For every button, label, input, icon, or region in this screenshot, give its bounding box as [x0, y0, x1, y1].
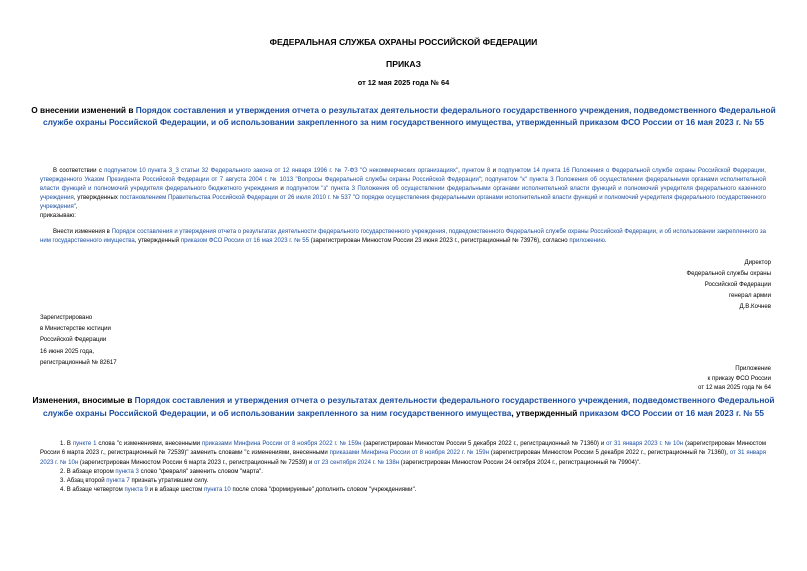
change-3-text-2: признать утратившим силу.	[129, 478, 209, 485]
appendix-header-line-2: к приказу ФСО России	[707, 374, 771, 382]
signature-position-2: Федеральной службы охраны	[686, 270, 771, 278]
preamble-text-7: ,	[75, 203, 78, 210]
minfin-138n-link[interactable]: от 23 сентября 2024 г. № 138н	[313, 459, 400, 466]
preamble-text-4: ;	[481, 176, 486, 183]
signature-block	[686, 257, 771, 312]
preamble-text-1: В соответствии с	[53, 168, 105, 174]
change-1-text-4: (зарегистрирован Минюстом России 6 марта 2023 г., регистрационный № 72539)" заменить словами "с изменениями, внесенными	[40, 441, 766, 457]
clause-procedure-link[interactable]: Порядок составления и утверждения отчета о результатах деятельности федерального государственного учреждения, подведомственного Федеральной службе охраны Российской Федерации, и об использовании закрепленного за ним государственного имущества	[40, 229, 766, 244]
minfin-10n-link-2[interactable]: от 31 января 2023 г. № 10н	[40, 450, 767, 466]
order-date-number: от 12 мая 2025 года № 64	[357, 78, 450, 87]
law-7fz-link[interactable]: подпунктом 10 пункта 3_3 статьи 32 Федерального закона от 12 января 1996 г. № 7-ФЗ "О некоммерческих организациях"	[104, 168, 459, 174]
point-1-link[interactable]: пункте 1	[72, 441, 97, 447]
change-1-text-2: слова "с изменениями, внесенными	[96, 441, 202, 447]
subpoint-z-link[interactable]: подпунктом "з" пункта 3 Положения об осуществлении федеральными органами исполнительной власти функций и полномочий учредителя федерального казенного учреждения	[40, 185, 766, 201]
registration-line-4: 16 июня 2025 года,	[40, 347, 95, 355]
title-procedure-link[interactable]: Порядок составления и утверждения отчета о результатах деятельности федерального государственного учреждения, подведомственного Федеральной службе охраны Российской Федерации, и об использовании закрепленного за ним государственного имущества, утвержденный приказом ФСО России от 16 мая 2023 г. № 55	[43, 105, 776, 128]
preamble-text-2: ,	[458, 168, 463, 174]
minfin-159n-link-2[interactable]: приказами Минфина России от 8 ноября 2022 г. № 159н	[329, 450, 489, 457]
clause-text-3: (зарегистрирован Минюстом России 23 июня 2023 г., регистрационный № 73976), согласно	[309, 237, 570, 244]
clause-paragraph	[40, 228, 766, 246]
change-4-text-3: после слова "формируемые" дополнить словом "учреждениями".	[230, 487, 417, 494]
appendix-header-line-3: от 12 мая 2025 года № 64	[697, 384, 771, 392]
appendix-title-mid: , утвержденный	[511, 407, 580, 418]
decree-1013-link[interactable]: подпунктом 14 пункта 16 Положения о Федеральной службе охраны Российской Федерации, утвержденного Указом Президента Российской Федерации от 7 августа 2004 г. № 1013 "Вопросы Федеральной службы охраны Российской Федерации"	[40, 168, 766, 183]
change-3-text-1: 3. Абзац второй	[60, 478, 107, 485]
minfin-159n-link[interactable]: приказами Минфина России от 8 ноября 2022 г. № 159н	[202, 441, 362, 447]
document-type: ПРИКАЗ	[386, 59, 421, 69]
change-item-4	[40, 486, 766, 495]
signature-position-1: Директор	[744, 259, 771, 266]
appendix-title	[30, 394, 777, 419]
clause-text-2: , утвержденный	[134, 237, 181, 244]
signature-name: Д.В.Кочнев	[739, 303, 771, 311]
change-4-text-1: 4. В абзаце четвертом	[60, 487, 125, 494]
change-1-text-3: (зарегистрирован Минюстом России 5 декабря 2022 г., регистрационный № 71360) и	[361, 441, 607, 447]
change-item-2	[40, 468, 766, 477]
registration-line-5: регистрационный № 82617	[40, 358, 117, 366]
clause-text-1: Внести изменения в	[53, 229, 112, 235]
signature-rank: генерал армии	[728, 292, 771, 300]
point-8-link[interactable]: пунктом 8	[462, 168, 491, 174]
preamble-text-3: и	[490, 168, 499, 174]
change-4-text-2: и в абзаце шестом	[147, 487, 204, 494]
preamble-paragraph	[40, 167, 766, 220]
change-1-text-7: (зарегистрирован Минюстом России 24 октября 2024 г., регистрационный № 79904)".	[399, 459, 641, 466]
change-item-1	[40, 440, 766, 468]
agency-name: ФЕДЕРАЛЬНАЯ СЛУЖБА ОХРАНЫ РОССИЙСКОЙ ФЕДЕРАЦИИ	[269, 37, 538, 47]
registration-line-3: Российской Федерации	[40, 336, 107, 344]
preamble-text-5: и	[277, 185, 287, 192]
preamble-text-6: , утвержденных	[73, 194, 120, 201]
appendix-title-prefix: Изменения, вносимые в	[32, 395, 135, 405]
change-2-text-1: 2. В абзаце втором	[60, 468, 116, 475]
registration-line-2: в Министерстве юстиции	[40, 325, 111, 333]
minfin-10n-link[interactable]: от 31 января 2023 г. № 10н	[606, 441, 684, 447]
signature-position-3: Российской Федерации	[704, 281, 771, 289]
appendix-header	[698, 364, 771, 393]
resolution-537-link[interactable]: постановлением Правительства Российской Федерации от 26 июля 2010 г. № 537 "О порядке осуществления федеральными органами исполнительной власти функций и полномочий учредителя федерального государственного учреждения"	[40, 194, 766, 210]
change-1-text-6: (зарегистрирован Минюстом России 6 марта 2023 г., регистрационный № 72539) и	[78, 459, 314, 466]
registration-block	[40, 312, 117, 368]
change-2-text-2: слово "февраля" заменить словом "марта".	[138, 468, 263, 475]
change-1-text-5: (зарегистрирован Минюстом России 5 декабря 2022 г., регистрационный № 71360),	[489, 450, 730, 457]
change-item-3	[40, 477, 766, 486]
title-prefix: О внесении изменений в	[31, 105, 136, 115]
order-word: приказываю:	[40, 212, 76, 219]
appendix-header-line-1: Приложение	[735, 365, 771, 372]
point-9-link[interactable]: пункта 9	[124, 487, 148, 494]
clause-text-4: .	[604, 237, 607, 244]
appendix-link[interactable]: приложению	[569, 237, 605, 244]
registration-line-1: Зарегистрировано	[40, 314, 93, 321]
appendix-title-order-link[interactable]: приказом ФСО России от 16 мая 2023 г. № 55	[579, 407, 764, 418]
order-55-link[interactable]: приказом ФСО России от 16 мая 2023 г. № 55	[180, 237, 310, 244]
change-1-text-1: 1. В	[60, 441, 73, 447]
subpoint-k-link[interactable]: подпунктом "к" пункта 3 Положения об осуществлении федеральными органами исполнительной власти функций и полномочий учредителя федерального бюджетного учреждения	[40, 176, 766, 192]
point-3-link[interactable]: пункта 3	[115, 468, 139, 475]
point-10-link[interactable]: пункта 10	[203, 487, 231, 494]
order-title	[30, 104, 777, 129]
appendix-title-procedure-link[interactable]: Порядок составления и утверждения отчета о результатах деятельности федерального государственного учреждения, подведомственного Федеральной службе охраны Российской Федерации, и об использовании закрепленного за ним государственного имущества	[42, 395, 775, 418]
point-7-link[interactable]: пункта 7	[106, 478, 130, 485]
changes-list	[40, 440, 766, 496]
